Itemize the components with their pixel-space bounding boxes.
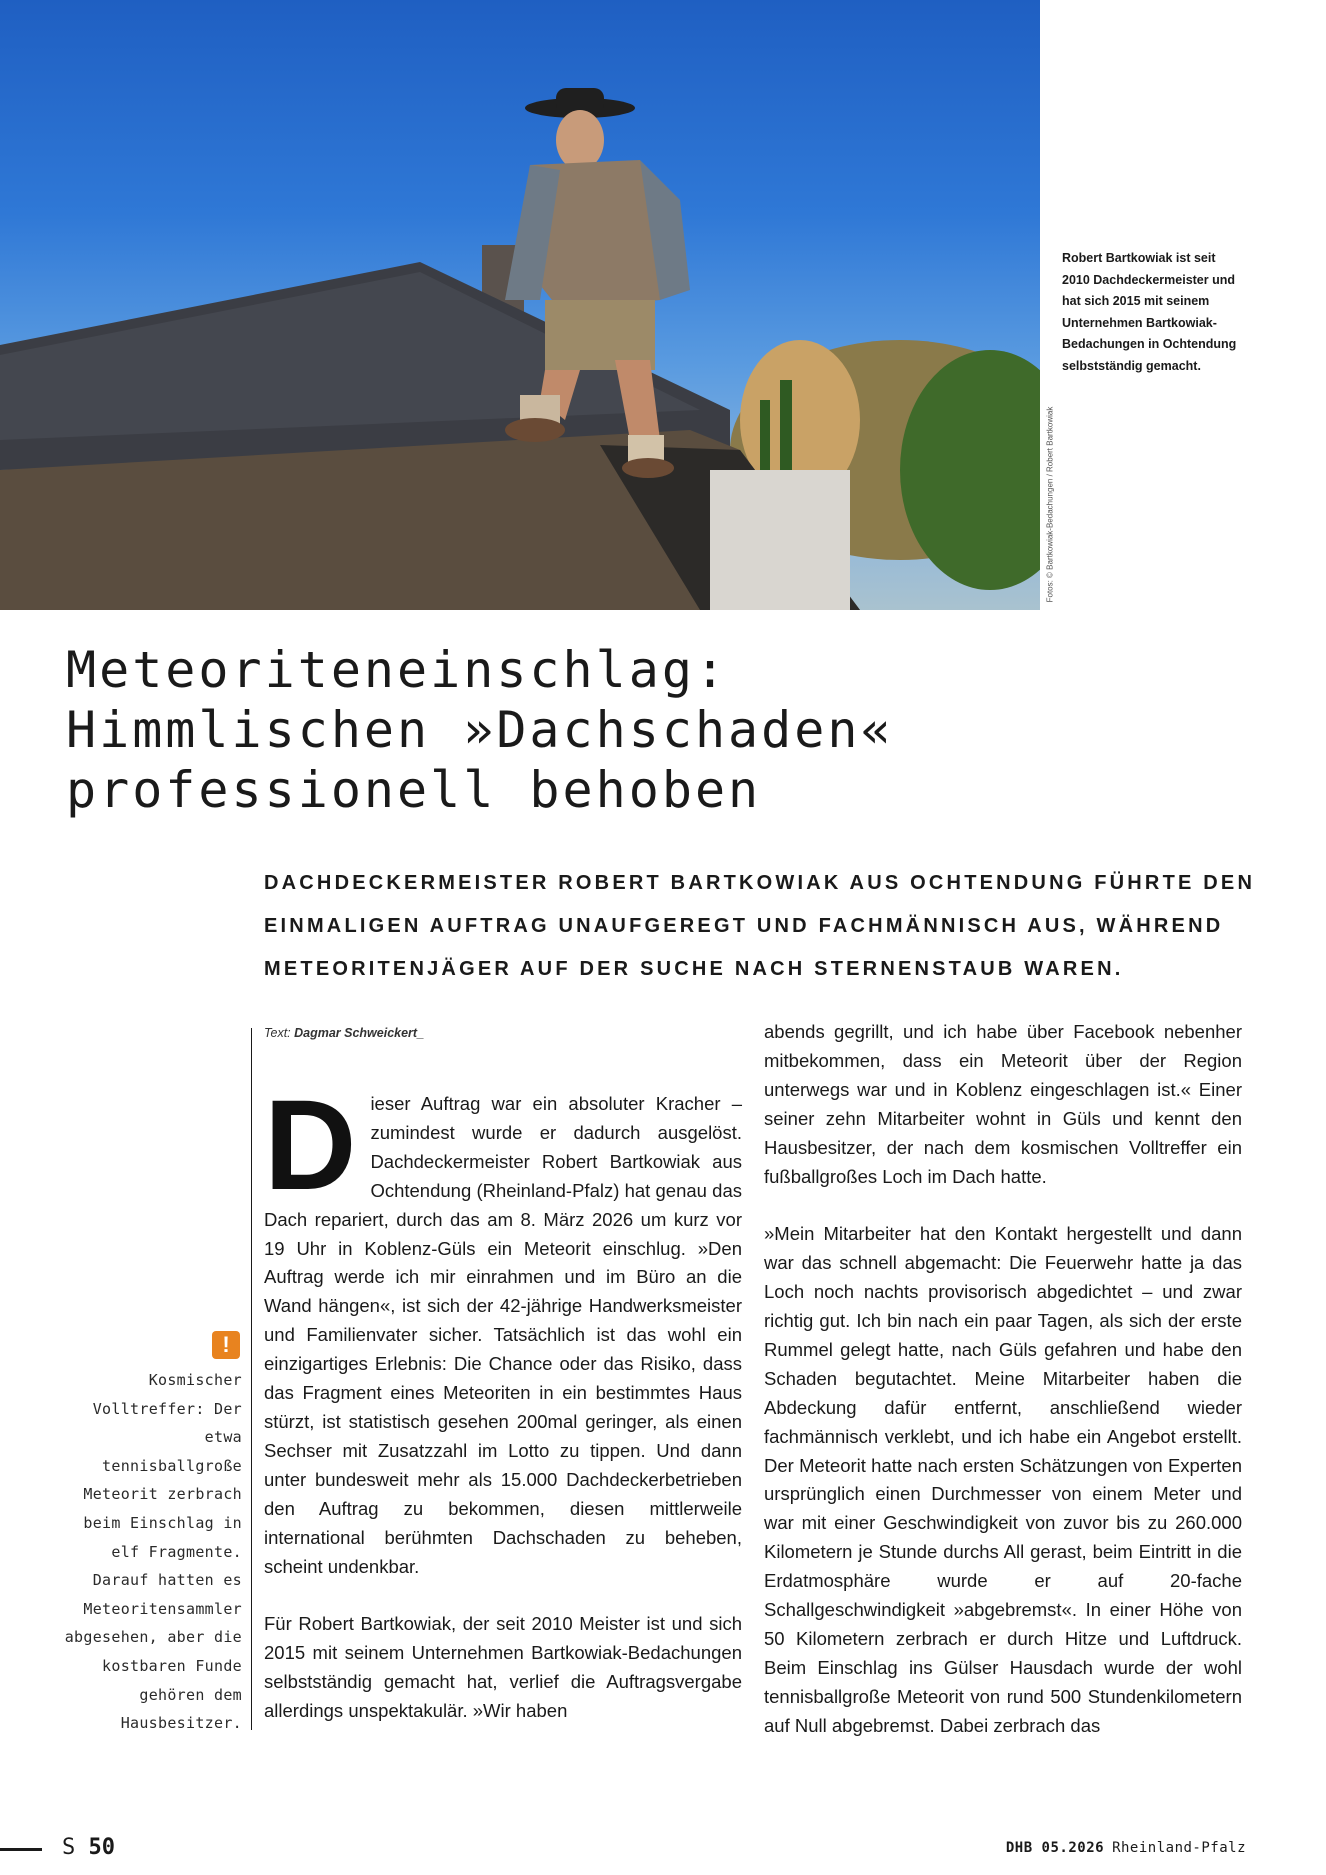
deck <box>264 862 1264 991</box>
column-divider <box>251 1028 252 1730</box>
body-column-1 <box>264 1074 742 1755</box>
deck-line-2: EINMALIGEN AUFTRAG UNAUFGEREGT UND FACHMÄNNISCH AUS, WÄHREND <box>264 915 1224 937</box>
house-wall <box>710 470 850 610</box>
photo-credit <box>1040 406 1060 610</box>
roof-scene-illustration <box>0 0 1040 610</box>
page-prefix: S <box>62 1835 76 1860</box>
headline-line-2: Himmlischen »Dachschaden« <box>66 701 894 759</box>
byline <box>264 1026 424 1040</box>
deck-line-1: DACHDECKERMEISTER ROBERT BARTKOWIAK AUS OCHTENDUNG FÜHRTE DEN <box>264 872 1256 894</box>
footer-issue <box>1006 1840 1246 1856</box>
exclamation-icon: ! <box>212 1331 240 1359</box>
hero-photo <box>0 0 1040 610</box>
byline-prefix: Text: <box>264 1026 295 1040</box>
body-paragraph: »Mein Mitarbeiter hat den Kontakt hergestellt und dann war das schnell abgemacht: Die Feuerwehr hatte ja das Loch noch nachts provisorisch abgedichtet – und zwar richtig gut. Ich bin nach ein paar Tagen, als sich der erste Rummel gelegt hatte, nach Güls gefahren und habe den Schaden begutachtet. Meine Mitarbeiter haben die Abdeckung dafür entfernt, anschließend wieder fachmännisch verklebt, und ich habe ein Angebot erstellt. Der Meteorit hatte nach ersten Schätzungen von Experten ursprünglich einen Durchmesser von einem Meter und war mit einer Geschwindigkeit von zuvor bis zu 260.000 Kilometern je Stunde durchs All gerast, beim Eintritt in die Erdatmosphäre wurde er auf 20-fache Schallgeschwindigkeit »abgebremst«. In einer Höhe von 50 Kilometern zerbrach er durch Hitze und Luftdruck. Beim Einschlag ins Gülser Hausdach wurde der wohl tennisballgroße Meteorit von rund 500 Stundenkilometern auf Null abgebremst. Dabei zerbrach das <box>764 1223 1242 1736</box>
body-paragraph: abends gegrillt, und ich habe über Facebook nebenher mitbekommen, dass ein Meteorit über der Region unterwegs war und in Koblenz eingeschlagen ist.« Einer seiner zehn Mitarbeiter wohnt in Güls und kennt den Hausbesitzer, der nach dem kosmischen Volltreffer ein fußballgroßes Loch im Dach hatte. <box>764 1021 1242 1187</box>
page-number <box>62 1835 115 1860</box>
body-paragraph: Für Robert Bartkowiak, der seit 2010 Meister ist und sich 2015 mit seinem Unternehmen Bartkowiak-Bedachungen selbstständig gemacht hat, verlief die Auftragsvergabe allerdings unspektakulär. »Wir haben <box>264 1613 742 1722</box>
headline <box>66 640 1266 820</box>
photo-caption: Robert Bartkowiak ist seit 2010 Dachdeckermeister und hat sich 2015 mit seinem Unternehmen Bartkowiak-Bedachungen in Ochtendung selbstständig gemacht. <box>1062 251 1237 373</box>
body-column-2 <box>764 1018 1242 1770</box>
body-paragraph <box>264 1074 742 1581</box>
headline-line-1: Meteoriteneinschlag: <box>66 641 729 699</box>
dropcap: D <box>264 1074 357 1217</box>
page-number-value: 50 <box>88 1835 115 1860</box>
side-caption: Kosmischer Volltreffer: Der etwa tennisballgroße Meteorit zerbrach beim Einschlag in elf Fragmente. Darauf hatten es Meteoritensammler abgesehen, aber die kostbaren Funde gehören dem Hausbesitzer. <box>64 1371 242 1733</box>
photo-credit-text: Fotos: © Bartkowiak-Bedachungen / Robert Bartkowiak <box>1045 406 1055 603</box>
footer-bar <box>0 1848 42 1851</box>
headline-line-3: professionell behoben <box>66 761 762 819</box>
region-label: Rheinland-Pfalz <box>1112 1840 1246 1856</box>
byline-author: Dagmar Schweickert_ <box>294 1026 425 1040</box>
deck-line-3: METEORITENJÄGER AUF DER SUCHE NACH STERNENSTAUB WAREN. <box>264 958 1124 980</box>
issue-label: DHB 05.2026 <box>1005 1840 1105 1856</box>
body-text: ieser Auftrag war ein absoluter Kracher – zumindest wurde er dadurch ausgelöst. Dachdeckermeister Robert Bartkowiak aus Ochtendung (Rheinland-Pfalz) hat genau das Dach repariert, durch das am 8. März 2026 um kurz vor 19 Uhr in Koblenz-Güls ein Meteorit einschlug. »Den Auftrag werde ich mir einrahmen und im Büro an die Wand hängen«, ist sich der 42-jährige Handwerksmeister und Familienvater sicher. Tatsächlich ist das wohl ein einzigartiges Erlebnis: Die Chance oder das Risiko, dass das Fragment eines Meteoriten in ein bestimmtes Haus stürzt, ist statistisch gesehen 200mal geringer, als einen Sechser mit Zusatzzahl im Lotto zu tippen. Und dann unter bundesweit mehr als 15.000 Dachdeckerbetrieben den Auftrag zu bekommen, diesen mittlerweile international berühmten Dachschaden zu beheben, scheint undenkbar. <box>264 1093 742 1577</box>
